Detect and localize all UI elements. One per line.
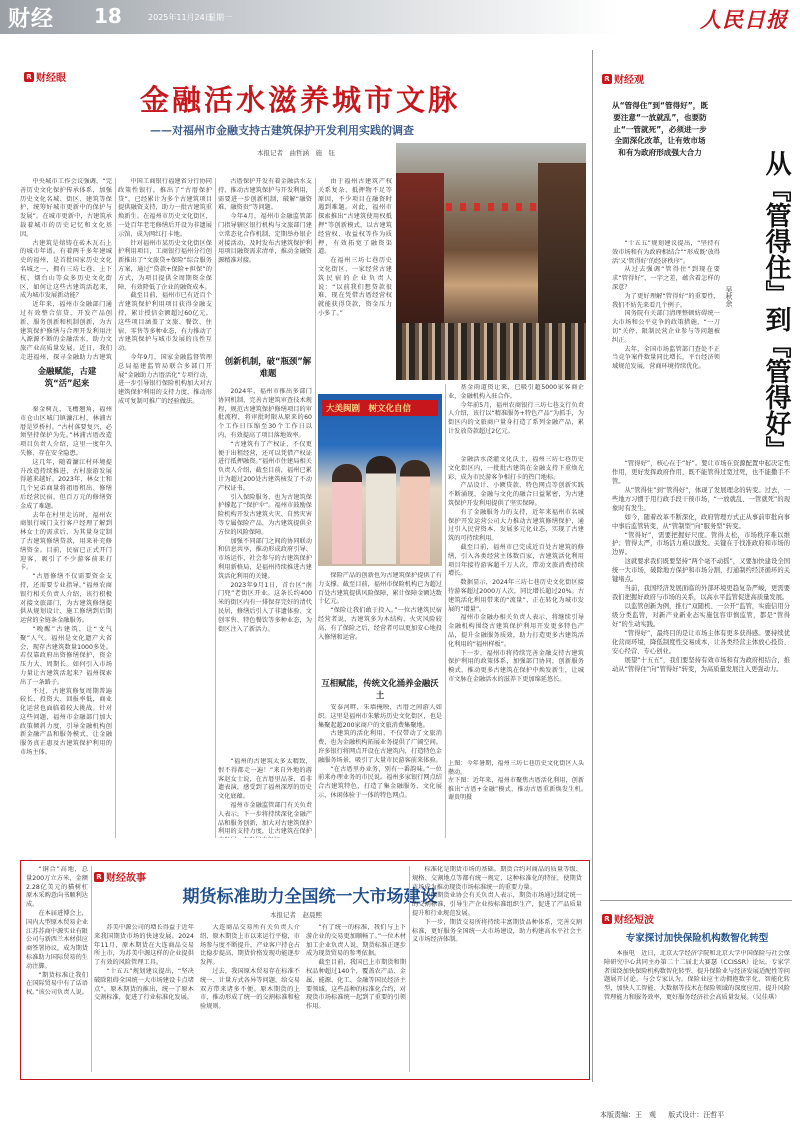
lead-paragraph: “古建筑有了产权证，不仅更便于出租经营，还可以凭借产权证进行抵押融资。”福州市住建局相关负责人介绍，截至目前，福州已累计为超过200处古建筑核发了不动产权证书。 xyxy=(218,440,312,492)
photo-building-left xyxy=(396,173,444,323)
lead-paragraph: 金融活水浇灌文化沃土，福州三坊七巷历史文化街区内，一批批古建筑在金融支持下重焕光彩，成为市民游客争相打卡的热门地标。 xyxy=(448,456,584,481)
brief-rule xyxy=(600,900,792,901)
lead-paragraph: 今年4月，福州市金融监管部门指导辖区银行机构与文旅部门建立常态化合作机制，定期举办银企对接活动，及时发布古建筑保护利用项目融资需求清单，推动金融资源精准对接。 xyxy=(218,213,312,265)
story-paragraph: 标准化是期货市场的基础。期货合约对商品的质量等级、规格、交割地点等都有统一规定，这种标准化的特征，使期货市场成为推动现货市场标准统一的重要力量。 xyxy=(412,866,582,891)
lead-paragraph: 中国工商银行福建省分行协同政策性银行，推出了“古厝保护贷”，已经累计为多个古建筑项目提供融资支持，助力一批古建筑重焕新生。在福州市历史文化街区，一处百年老宅修缮后开设为非遗展示馆，成为网红打卡地。 xyxy=(118,178,212,238)
story-main-3 xyxy=(306,924,406,1072)
lead-subhead-3: 互相赋能，传统文化涌养金融沃土 xyxy=(321,678,439,700)
photo-building-right xyxy=(538,163,586,333)
lead-column-4c xyxy=(318,704,442,838)
page-number: 18 xyxy=(94,4,122,28)
story-paragraph: 下一步，期货交易所将持续丰富期货品种体系，完善交割标准，更好服务全国统一大市场建设，助力构建高水平社会主义市场经济体制。 xyxy=(412,918,582,944)
lead-paragraph: 截至目前，福州市已有近百个古建筑保护利用项目获得金融支持，累计授信金额超过60亿元。这些项目涵盖了文旅、餐饮、住宿、零售等多种业态，有力推动了古建筑保护与城市发展的良性互动。 xyxy=(118,292,212,353)
photo-performer-2 xyxy=(366,456,396,564)
right-paragraph: 当前，我国经济发展面临的外部环境更趋复杂严峻，更需要我们把握好政府与市场的关系，以高水平监管促进高质量发展。 xyxy=(612,585,790,602)
lead-paragraph: 产品设计、小额贷款、特色网点等创新实践不断涌现，金融与文化的融合日益紧密，为古建筑保护开发利用提供了坚实保障。 xyxy=(448,482,584,507)
photo-crowd xyxy=(396,323,586,380)
right-paragraph: 如今，随着改革不断深化，政府管理方式正从事前审批向事中事后监管转变，从“管制型”向“服务型”转变。 xyxy=(612,513,790,530)
page-header xyxy=(0,0,800,34)
footer-editor: 本版责编：王 观 xyxy=(600,1111,656,1119)
story-byline: 本报记者 赵晨熙 xyxy=(270,911,322,919)
photo-caption: 上图：今年暑期，福州三坊七巷历史文化街区人头攒动。 左下图：近年来，福州市聚焦古厝活化利用，创新推出“古厝+金融”模式，推动古厝重新焕发生机。 谢贵明摄 xyxy=(448,760,584,802)
right-lead-box: 从“管得住”到“管得好”，既要注意“一放就乱”，也要防止“一管就死”，必须进一步全面深化改革，让有效市场和有为政府形成强大合力 xyxy=(612,101,708,158)
story-paragraph: “十五五”规划建议提出，“坚决破除阻碍全国统一大市场建设卡点堵点”。原木期货的推出，统一了原木交割标准，促进了行业标准化发展。 xyxy=(94,967,194,1002)
column-rule xyxy=(115,178,116,838)
column-badge-icon: R xyxy=(602,914,612,924)
lead-paragraph: 今年前5月，福州农商银行三坊七巷支行负责人介绍，该行以“精准服务+特色产品”为抓手，为街区内的文旅商户量身打造了系列金融产品，累计发放贷款超过2亿元。 xyxy=(448,401,584,435)
brief-column-label xyxy=(602,908,654,927)
lead-paragraph: “保险让我们敢于投入。”一位古建筑民宿经营者说，古建筑多为木结构，火灾风险较高，有了保险之后，经营者可以更加安心地投入修缮和运营。 xyxy=(318,607,442,641)
lead-paragraph: 去年在村里走访时，福州农商银行城门支行客户经理了解到林女士的需求后，为其量身定制了古建筑修缮贷款，用来补充修缮资金。目前，民宿已正式开门迎客，吸引了不少游客前来打卡。 xyxy=(20,511,112,572)
column-badge-icon: R xyxy=(94,872,104,882)
column-badge-icon: R xyxy=(602,74,612,84)
footer-designer: 版式设计：汪哲平 xyxy=(668,1111,725,1119)
lead-column-4 xyxy=(318,178,392,350)
brief-title: 专家探讨加快保险机构数智化转型 xyxy=(625,933,769,944)
lead-paragraph: 下一步，福州市将持续完善金融支持古建筑保护利用的政策体系，加强部门协同，创新服务模式，推动更多古建筑在保护中焕发新生，让城市文脉在金融活水的滋养下更加绵延悠长。 xyxy=(448,649,584,683)
column-rule xyxy=(91,866,92,1072)
lead-paragraph: 近年来，福州市金融部门通过有效整合信贷、开发产品创新、服务创新和机制创新，为古建筑保护修缮与合理开发利用注入源源不断的金融活水，助力文旅产业高质量发展。近日，我们走进福州，探寻金融助力古建筑 xyxy=(20,301,112,360)
right-body-a xyxy=(612,240,720,454)
column-rule xyxy=(445,384,446,838)
lead-paragraph: 加强不同部门之间的协同联动和信息共享，推动形成政府引导、市场运作、社会参与的古建筑保护利用新格局，是福州持续推进古建筑活化利用的关键。 xyxy=(218,537,312,580)
lead-paragraph: 由于福州古建筑产权关系复杂、抵押物不足等原因，不少项目在融资时遇到难题。对此，福州市探索推出“古建筑使用权抵押”等创新模式，以古建筑经营权、收益权等作为质押，有效拓宽了融资渠道。 xyxy=(318,178,392,256)
column-rule xyxy=(315,178,316,838)
right-paragraph: 展望“十五五”，我们要坚持有效市场和有为政府相结合，推动从“管得住”向“管得好”转变，为高质量发展注入更强动力。 xyxy=(612,656,790,673)
lead-paragraph: 保险产品的创新也为古建筑保护提供了有力支撑。截至目前，福州市保险机构已为超过百处古建筑提供风险保障，累计保障金额达数十亿元。 xyxy=(318,572,442,606)
story-headline: 期货标准助力全国统一大市场建设 xyxy=(182,887,438,907)
story-paragraph: 苏美中源公司的增长得益于近年来我国期货市场的快速发展。2024年11月，原木期货在大连商品交易所上市，为苏美中源这样的企业提供了有效的风险管理工具。 xyxy=(94,924,194,967)
right-paragraph: “管得好”，需要把握好尺度。管得太松，市场秩序难以维护；管得太严，市场活力难以激发。关键在于找准政府和市场的边界。 xyxy=(612,531,790,557)
lead-column-1 xyxy=(20,178,112,360)
photo-performer-3 xyxy=(400,460,430,564)
lead-column-1c xyxy=(20,826,112,836)
lead-paragraph: 2024年，福州市推出多部门协同机制，完善古建筑审查技术规程，规范古建筑保护修缮项目的审批流程，将审批时限从原来的60个工作日压缩至30个工作日以内，有效提高了项目落地效率。 xyxy=(218,388,312,439)
right-paragraph: 国务院有关部门清理整顿妨碍统一大市场和公平竞争的政策措施，“一刀切”关停、限制民营企业参与等问题被纠正。 xyxy=(612,310,720,344)
page-footer xyxy=(600,1110,796,1124)
brief-paragraph xyxy=(604,950,790,1003)
right-author: 吴秋余 xyxy=(725,286,733,307)
section-rule xyxy=(592,50,593,1082)
lead-column-5 xyxy=(448,384,584,452)
brief-body xyxy=(604,950,790,1066)
right-paragraph: 从“管得住”到“管得好”，体现了发展理念的转变。过去，一些地方习惯于用行政手段干预市场，“一放就乱、一管就死”的现象时有发生。 xyxy=(612,486,790,512)
lead-headline: 金融活水滋养城市文脉 xyxy=(139,83,460,117)
lead-paragraph: 古厝保护开发有着金融活水支持，推动古建筑保护与开发利用，需要进一步创新机制，破解“融资难、融资贵”等问题。 xyxy=(218,178,312,212)
right-paragraph: 去年，全国市场监管部门查处不正当竞争案件数量同比增长，平台经济领域规范发展，营商环境持续优化。 xyxy=(612,345,720,371)
lead-paragraph: 2023年9月1日，首台区“南门兜”老街区开业。这条长约400米的街区内有一排保存完好的清代民居，修缮后引入了非遗体验、文创零售、特色餐饮等多种业态，为街区注入了新活力。 xyxy=(218,581,312,633)
photo-performer-1 xyxy=(332,464,362,564)
lead-paragraph: 古建筑是熔铸在砖木瓦石上的城市年谱。有着两千多年建城史的福州，是首批国家历史文化名城之一，拥有三坊七巷、上下杭、烟台山等众多历史文化街区，如何让这些古建筑活起来，成为城市发展新动能？ xyxy=(20,239,112,300)
lead-subhead-2: 创新机制，破“瓶颈”解难题 xyxy=(224,356,312,378)
story-paragraph: 中国期货业协会有关负责人表示，期货市场通过制定统一的交割标准，引导生产企业按标准组织生产，促进了产品质量提升和行业规范发展。 xyxy=(412,892,582,917)
right-column-name: 财经观 xyxy=(614,75,644,86)
lead-paragraph: 这几年，随着濂江村环境提升改造持续推进，古村旅游发展得越来越好。2023年，林女士和几个兄弟商量将祖厝租出、修缮后经营民宿，但百万元的修缮资金成了难题。 xyxy=(20,458,112,510)
brief-column-name: 财经短波 xyxy=(614,915,654,926)
lead-column-3 xyxy=(218,178,312,350)
lead-paragraph: 不过，古建筑修复周期普遍较长、投资大、回报率低，商业化运营也面临着较大挑战。针对这些问题，福州市金融部门加大政策倾斜力度，引导金融机构创新金融产品和服务模式，让金融服务真正惠及古建筑保护利用的市场主体。 xyxy=(20,687,112,757)
right-paragraph: 从过去强调“管得住”到现在要求“管得好”，一字之差，蕴含着怎样的深意？ xyxy=(612,266,720,291)
story-paragraph: “期货标准让我们在国际贸易中有了话语权。”该公司负责人说。 xyxy=(26,971,88,997)
lead-paragraph: 福州市金融监管部门有关负责人表示，下一步将持续深化金融产品和服务创新，加大对古建筑保护利用的支持力度，让古建筑在保护 xyxy=(218,801,312,836)
street-photo xyxy=(396,143,586,380)
lead-paragraph: 引入保险服务，也为古建筑保护撑起了“保护伞”。福州市鼓励保险机构开发古建筑火灾、自然灾害等专属保险产品，为古建筑提供全方位的风险保障。 xyxy=(218,493,312,536)
story-paragraph: “有了统一的标准，我们与上下游企业的交易更加顺畅了。”一位木材加工企业负责人说，期货标准正逐步成为现货贸易的参考依据。 xyxy=(306,924,406,958)
section-name: 财经 xyxy=(8,7,55,32)
story-left-column xyxy=(26,866,88,1072)
lead-column-1b xyxy=(20,406,112,824)
header-band xyxy=(0,0,620,34)
opera-photo xyxy=(318,394,442,566)
lead-column-name: 财经眼 xyxy=(36,73,66,84)
right-paragraph: 为了更好理解“管得好”的重要性，我们不妨先来看几个例子。 xyxy=(612,292,720,309)
lead-paragraph: 福州市金融办相关负责人表示，将继续引导金融机构围绕古建筑保护利用开发更多特色产品，提升金融服务质效，助力打造更多古建筑活化利用的“福州样板”。 xyxy=(448,614,584,648)
newspaper-logo: 人民日报 xyxy=(700,7,788,32)
lead-paragraph: 有了金融服务力的支持，近年来福州市名城保护开发运营公司大力推动古建筑修缮保护，通过引入民营资本、发展多元化业态，实现了古建筑的可持续利用。 xyxy=(448,508,584,543)
right-column-label xyxy=(602,68,644,87)
column-badge-icon: R xyxy=(24,72,34,82)
right-paragraph: “管得好”，核心在于“好”。要让市场在资源配置中起决定性作用，更好发挥政府作用，既不能管得过宽过死，也不能撒手不管。 xyxy=(612,460,790,485)
brief-text: 本报电 近日，北京大学经济学院和北京大学中国保险与社会保障研究中心共同主办第二十二届北大赛瑟（CCISSR）论坛。专家学者围绕加快保险机构数智化转型、提升保险业与经济发展适配性等问题展开讨论。与会专家认为，保险业应主动拥抱数字化、智能化转型，加快人工智能、大数据等技术在保险领域的深度应用，提升风险管理能力和服务效率，更好服务经济社会高质量发展。 xyxy=(604,950,790,1001)
lead-paragraph: 今年9月，国家金融监督管理总局福建监管局联合多部门开展“金融助力古厝活化”专项行动，进一步引导银行保险机构加大对古建筑保护利用的支持力度，推动形成可复制可推广的经验做法。 xyxy=(118,353,212,405)
story-main-2 xyxy=(200,924,300,1072)
story-paragraph: 过去，我国原木贸易存在标准不统一、计量方式各异等问题，给交易双方带来诸多不便。原木期货的上市，推动形成了统一的交割标准和检验规则。 xyxy=(200,967,300,1011)
lead-paragraph: 截至目前，福州市已完成近百处古建筑的修缮，引入各类经营主体数百家，古建筑活化利用项目年接待游客超千万人次，带动文旅消费持续增长。 xyxy=(448,543,584,578)
lead-column-label xyxy=(24,66,66,85)
lead-paragraph: “晚醒”古建筑，让“文气聚”人气。福州是文化遗产大省会，现存古建筑数量1000多处。若仅靠政府出资修缮保护，资金压力大、周期长。如何引入市场力量让古建筑活起来？福州探索出了一条路子。 xyxy=(20,625,112,686)
lead-paragraph: “福州的古建筑太多太精致，恨不得都走一遍！”来自外地的游客赵女士说，在古厝里品茶、看非遗表演，感受到了福州深厚的历史文化底蕴。 xyxy=(218,758,312,801)
lead-paragraph: 中央城市工作会议强调，“完善历史文化保护传承体系，加强历史文化名城、街区、建筑等保护，统筹好城市更新中的保护与发展”。在城市更新中，古建筑承载着城市的历史记忆和文化基因。 xyxy=(20,178,112,238)
right-paragraph: “十五五”规划建议提出，“坚持有效市场和有为政府相结合”“形成既‘放得活’又‘管得好’的经济秩序”。 xyxy=(612,240,720,265)
photo-banner-text: 大美闽剧 树文化自信 xyxy=(326,404,412,414)
lead-byline: 本报记者 曲哲涵 施 钰 xyxy=(257,149,335,157)
right-body-b xyxy=(612,460,790,892)
story-column-name: 财经故事 xyxy=(106,873,146,884)
right-paragraph: 以监管创新为例，推行“双随机、一公开”监管，实施信用分级分类监管，对新产业新业态实施包容审慎监管，都是“管得好”的生动实践。 xyxy=(612,603,790,628)
lead-paragraph: “古厝修缮不仅需要资金支持，还需要专业指导。”福州农商银行相关负责人介绍，该行积极对接文旅部门，为古建筑修缮提供从规划设计、施工修缮到后期运营的全链条金融服务。 xyxy=(20,573,112,625)
lead-column-4b xyxy=(318,572,442,670)
story-paragraph: “铜合”高地，总量200万立方米，金额2.28亿美元的猫树杠原木采购意向书顺利达成。 xyxy=(26,866,88,909)
photo-lanterns xyxy=(446,203,536,211)
story-right-column xyxy=(412,866,582,1072)
column-rule xyxy=(215,178,216,838)
right-paragraph: “管得好”，最终目的是让市场主体有更多获得感。要持续优化营商环境，降低制度性交易成本，让各类经营主体放心投资、安心经营、专心创业。 xyxy=(612,629,790,655)
right-big-title: 从『管得住』到『管得好』 xyxy=(761,150,791,462)
brief-reporter: （吴佳琪） xyxy=(752,993,781,1001)
lead-paragraph: 在福州三坊七巷历史文化街区，一家经营古建筑民宿的企业负责人说：“以前我们想贷款很难，现在凭借古厝经营权就能获得贷款，资金压力小多了。” xyxy=(318,257,392,317)
story-paragraph: 截至目前，我国已上市期货和期权品种超过140个，覆盖农产品、金属、能源、化工、金融等国民经济主要领域。这些品种的标准化合约，对现货市场标准统一起到了重要的引领作用。 xyxy=(306,959,406,1011)
lead-paragraph: 针对福州市某历史文化街区保护利用项目，工商银行福州分行创新推出了“文旅贷+保险”综合服务方案，通过“贷款+保险+担保”的方式，为项目提供全周期资金保障，有效降低了企业的融资成本。 xyxy=(118,239,212,291)
issue-date: 2025年11月24日 xyxy=(148,13,213,22)
lead-paragraph: 秦金树瓦，飞檐翘角，福州市仓山区城门镇濂江村，林浦古厝是罗桥村。“古村落要复兴，必须坚持保护为先。”林浦古厝改造项目负责人介绍，这里一度年久失修、存在安全隐患。 xyxy=(20,406,112,457)
issue-weekday: 星期一 xyxy=(208,13,232,22)
right-paragraph: 这就要求我们既要坚持“两个毫不动摇”，又要加快建设全国统一大市场，破除地方保护和市场分割，打通制约经济循环的关键堵点。 xyxy=(612,558,790,584)
lead-paragraph: 安泰河畔，朱墙掩映，古厝之间游人如织。这里是福州市朱紫坊历史文化街区，也是集聚起超200家商户的文旅消费集聚地。 xyxy=(318,704,442,729)
story-main-1 xyxy=(94,924,194,1072)
lead-paragraph: 基金雨道资让来，已吸引超5000家客商企业，金融机构入驻合作。 xyxy=(448,384,584,400)
lead-paragraph: 古建筑的活化利用，不仅带动了文旅消费，也为金融机构拓展业务提供了广阔空间。许多银行将网点开设在古建筑内，打造特色金融服务场景，吸引了大量市民游客前来体验。 xyxy=(318,730,442,764)
lead-column-5b xyxy=(448,456,584,756)
story-paragraph: 大连商品交易所有关负责人介绍，原木期货上市以来运行平稳，市场参与度不断提升，产业客户持仓占比稳步提高，期货价格发现功能逐步发挥。 xyxy=(200,924,300,967)
lead-paragraph: “在古厝里办业务，别有一番韵味。”一位前来办理业务的市民说。福州多家银行网点结合古建筑特色，打造了集金融服务、文化展示、休闲体验于一体的特色网点。 xyxy=(318,765,442,799)
lead-column-2 xyxy=(118,178,212,838)
lead-subhead-1: 金融赋能，古建筑“活”起来 xyxy=(37,366,97,388)
story-paragraph: 在本届进博会上，国内大型原木贸易企业江苏苏商中源实业有限公司与新西兰木材供应商签署协议，成为期货标准助力国际贸易的生动注脚。 xyxy=(26,909,88,970)
lead-paragraph: 数据显示，2024年三坊七巷历史文化街区接待游客超过2000万人次，同比增长超过20%。古建筑活化利用带来的“流量”，正在转化为城市发展的“增量”。 xyxy=(448,579,584,613)
lead-subtitle: ——对福州市金融支持古建筑保护开发利用实践的调查 xyxy=(150,124,414,137)
lead-column-3c xyxy=(218,758,312,838)
column-rule xyxy=(409,866,410,1072)
